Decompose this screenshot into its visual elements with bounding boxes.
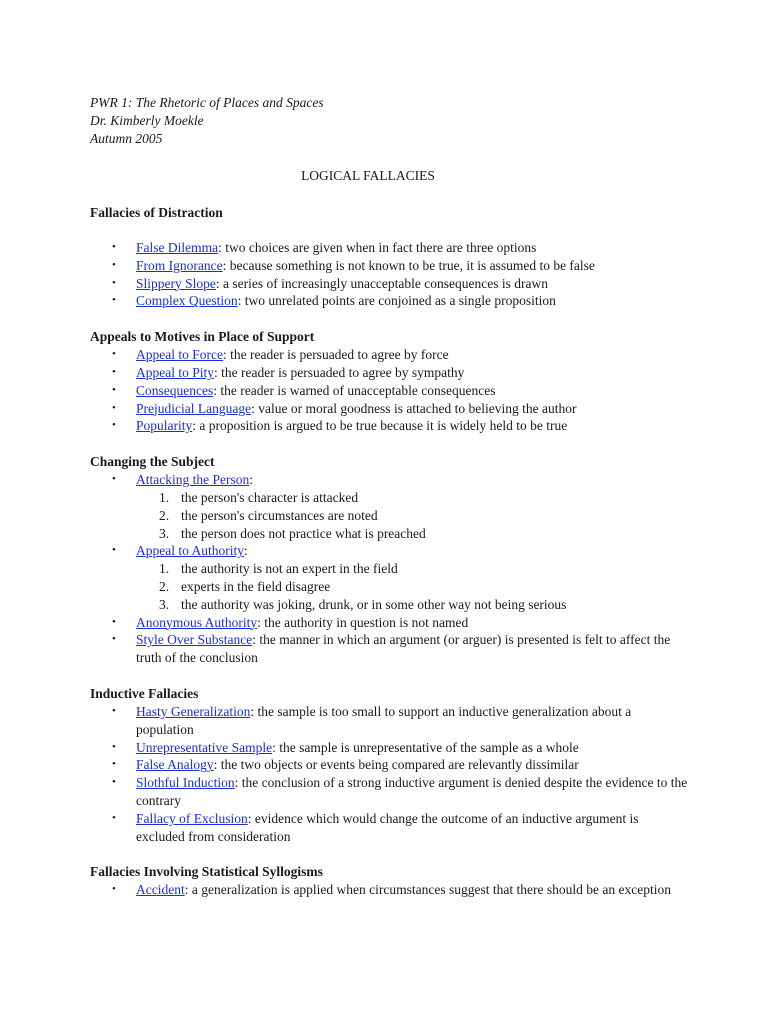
fallacy-definition: : because something is not known to be true, it is assumed to be false xyxy=(222,257,595,273)
sub-item-text: the authority is not an expert in the field xyxy=(181,561,398,577)
list-item xyxy=(90,382,690,400)
item-number: 2. xyxy=(159,578,170,594)
item-number: 3. xyxy=(159,525,170,541)
page-title: LOGICAL FALLACIES xyxy=(301,168,435,183)
list-item xyxy=(90,614,690,632)
fallacy-definition: : the authority in question is not named xyxy=(257,614,469,630)
fallacy-definition: : the conclusion of a strong inductive argument is denied despite the evidence to the contrary xyxy=(136,775,688,808)
list-item xyxy=(90,471,690,542)
document-page xyxy=(90,94,690,899)
list-item xyxy=(90,417,690,435)
fallacy-term-link[interactable]: Slippery Slope xyxy=(136,275,216,291)
item-number: 3. xyxy=(159,596,170,612)
sub-list-item xyxy=(136,578,690,596)
bullet-icon: • xyxy=(112,241,116,253)
fallacy-definition: : a series of increasingly unacceptable consequences is drawn xyxy=(215,275,548,291)
list-item xyxy=(90,631,690,667)
fallacy-definition: : the sample is too small to support an inductive generalization about a population xyxy=(136,703,632,737)
fallacy-list xyxy=(90,239,690,310)
fallacy-definition: : xyxy=(249,472,253,488)
bullet-icon: • xyxy=(112,294,116,307)
list-item xyxy=(90,346,690,364)
bullet-icon: • xyxy=(112,615,116,628)
bullet-icon: • xyxy=(112,258,116,271)
fallacy-term-link[interactable]: Appeal to Force xyxy=(136,347,223,363)
sub-list-item xyxy=(136,596,690,614)
fallacy-definition: : the sample is unrepresentative of the sample as a whole xyxy=(272,739,579,755)
fallacy-term-link[interactable]: Appeal to Authority xyxy=(136,543,244,559)
fallacy-term-link[interactable]: Unrepresentative Sample xyxy=(136,739,273,755)
list-item xyxy=(90,881,690,899)
fallacy-definition: : two choices are given when in fact there are three options xyxy=(218,240,537,255)
bullet-icon: • xyxy=(112,704,116,717)
fallacy-list xyxy=(90,881,690,899)
list-item xyxy=(90,292,690,310)
list-item xyxy=(90,257,690,275)
fallacy-definition: : a generalization is applied when circumstances suggest that there should be an exception xyxy=(184,882,671,898)
fallacy-definition: : value or moral goodness is attached to believing the author xyxy=(251,400,577,416)
fallacy-definition: : the reader is persuaded to agree by force xyxy=(222,347,449,363)
list-item xyxy=(90,756,690,774)
fallacy-term-link[interactable]: Complex Question xyxy=(136,293,238,309)
list-item xyxy=(90,542,690,613)
course-title: PWR 1: The Rhetoric of Places and Spaces xyxy=(90,95,324,110)
list-item xyxy=(90,364,690,382)
term-label: Autumn 2005 xyxy=(90,131,163,146)
fallacy-term-link[interactable]: From Ignorance xyxy=(136,257,223,273)
section-heading: Changing the Subject xyxy=(90,454,215,470)
sub-list-item xyxy=(136,560,690,578)
fallacy-term-link[interactable]: Attacking the Person xyxy=(136,472,250,488)
section-heading: Fallacies Involving Statistical Syllogisms xyxy=(90,864,323,880)
bullet-icon: • xyxy=(112,276,116,289)
item-number: 1. xyxy=(159,489,170,505)
sub-item-text: the person's circumstances are noted xyxy=(181,507,378,523)
instructor-name: Dr. Kimberly Moekle xyxy=(90,113,204,128)
bullet-icon: • xyxy=(112,401,116,414)
fallacy-term-link[interactable]: False Analogy xyxy=(136,757,214,773)
bullet-icon: • xyxy=(112,883,116,896)
bullet-icon: • xyxy=(112,365,116,378)
fallacy-term-link[interactable]: Popularity xyxy=(136,418,193,434)
fallacy-definition: : a proposition is argued to be true because it is widely held to be true xyxy=(192,418,568,434)
item-number: 1. xyxy=(159,561,170,577)
fallacy-term-link[interactable]: Anonymous Authority xyxy=(136,614,258,630)
fallacy-term-link[interactable]: Consequences xyxy=(136,382,214,398)
sub-list-item xyxy=(136,507,690,525)
fallacy-sections xyxy=(90,204,690,899)
bullet-icon: • xyxy=(112,633,116,646)
sub-item-text: experts in the field disagree xyxy=(181,578,331,594)
section-heading: Fallacies of Distraction xyxy=(90,205,223,220)
sub-item-text: the person's character is attacked xyxy=(181,489,359,505)
fallacy-definition: : the reader is persuaded to agree by sympathy xyxy=(214,364,465,380)
fallacy-list xyxy=(90,346,690,435)
list-item xyxy=(90,703,690,739)
fallacy-definition: : xyxy=(244,543,248,559)
bullet-icon: • xyxy=(112,348,116,361)
list-item xyxy=(90,275,690,293)
bullet-icon: • xyxy=(112,776,116,789)
section-heading: Inductive Fallacies xyxy=(90,685,199,701)
fallacy-term-link[interactable]: Style Over Substance xyxy=(136,632,253,648)
fallacy-definition: : the manner in which an argument (or arguer) is presented is felt to affect the truth of the conclusion xyxy=(136,632,671,666)
fallacy-definition: : evidence which would change the outcome of an inductive argument is excluded from consideration xyxy=(136,810,639,844)
sub-list-item xyxy=(136,489,690,507)
bullet-icon: • xyxy=(112,740,116,753)
list-item xyxy=(90,774,690,810)
list-item xyxy=(90,239,690,257)
bullet-icon: • xyxy=(112,811,116,824)
fallacy-term-link[interactable]: Slothful Induction xyxy=(136,775,235,791)
bullet-icon: • xyxy=(112,419,116,432)
fallacy-term-link[interactable]: Accident xyxy=(136,882,185,898)
section-heading: Appeals to Motives in Place of Support xyxy=(90,329,315,345)
fallacy-term-link[interactable]: Appeal to Pity xyxy=(136,364,214,380)
sub-item-text: the person does not practice what is preached xyxy=(181,525,426,541)
list-item xyxy=(90,400,690,418)
fallacy-list xyxy=(90,703,690,845)
fallacy-definition: : the reader is warned of unacceptable consequences xyxy=(213,382,496,398)
list-item xyxy=(90,739,690,757)
bullet-icon: • xyxy=(112,544,116,557)
fallacy-term-link[interactable]: Hasty Generalization xyxy=(136,703,251,719)
fallacy-definition: : two unrelated points are conjoined as a single proposition xyxy=(237,293,556,309)
sub-item-text: the authority was joking, drunk, or in some other way not being serious xyxy=(181,596,567,612)
bullet-icon: • xyxy=(112,758,116,771)
bullet-icon: • xyxy=(112,473,116,486)
sub-list xyxy=(136,560,690,613)
fallacy-list xyxy=(90,471,690,667)
fallacy-definition: : the two objects or events being compared are relevantly dissimilar xyxy=(213,757,579,773)
fallacy-term-link[interactable]: Fallacy of Exclusion xyxy=(136,810,248,826)
fallacy-term-link[interactable]: Prejudicial Language xyxy=(136,400,252,416)
sub-list xyxy=(136,489,690,542)
bullet-icon: • xyxy=(112,383,116,396)
item-number: 2. xyxy=(159,507,170,523)
sub-list-item xyxy=(136,525,690,543)
list-item xyxy=(90,810,690,846)
fallacy-term-link[interactable]: False Dilemma xyxy=(136,240,219,255)
